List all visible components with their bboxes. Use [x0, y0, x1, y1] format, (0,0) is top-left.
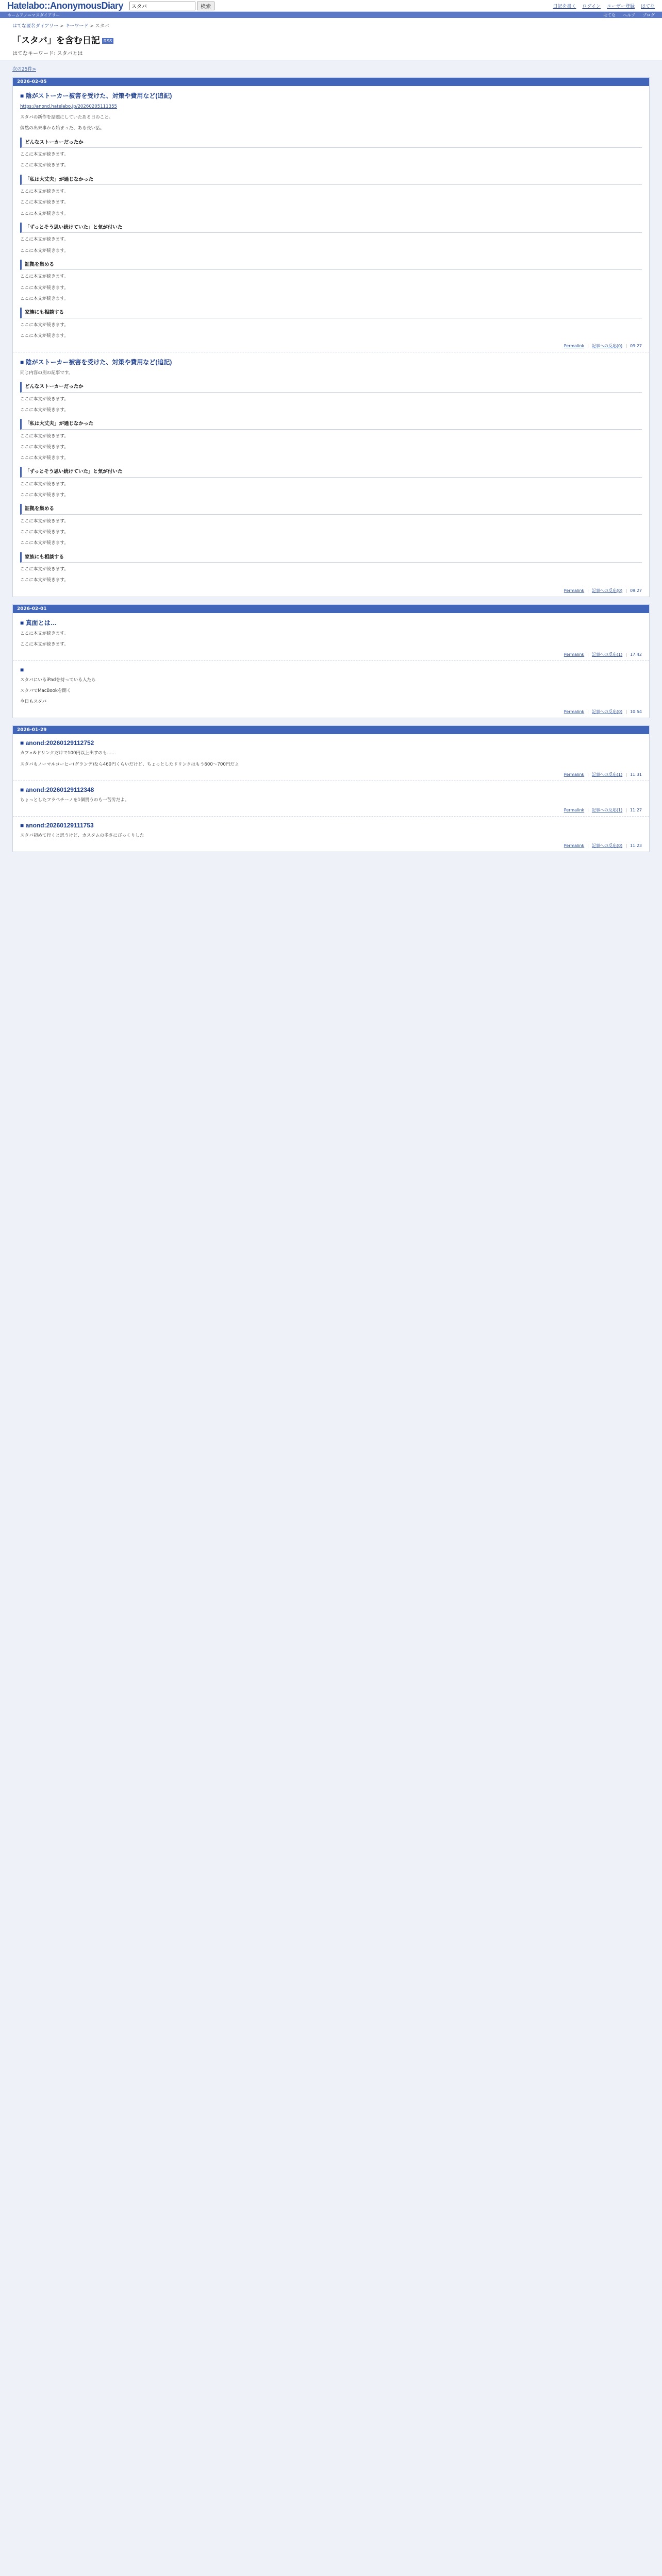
permalink-link[interactable]: Permalink [564, 807, 585, 812]
permalink-link[interactable]: Permalink [564, 843, 585, 849]
entry-time: 09:27 [630, 588, 642, 593]
separator: | [587, 652, 589, 657]
permalink-link[interactable]: Permalink [564, 772, 585, 777]
day-block [12, 604, 650, 719]
separator: | [587, 807, 589, 812]
subbar-link-help[interactable]: ヘルプ [623, 12, 635, 18]
reactions-link[interactable]: 記事への反応(1) [591, 807, 623, 812]
entry-body [20, 103, 642, 340]
entry-time: 09:27 [630, 343, 642, 348]
top-link-register[interactable]: ユーザー登録 [606, 4, 635, 9]
diary-entry [13, 613, 649, 661]
entry-paragraph: ここに本文が続きます。 [20, 189, 69, 195]
entry-paragraph: 同じ内容の別の記事です。 [20, 370, 73, 376]
day-date[interactable]: 2026-01-29 [13, 726, 649, 734]
entry-title-link[interactable]: ■ anond:20260129111753 [20, 821, 94, 829]
entry-title-link[interactable]: ■ anond:20260129112752 [20, 739, 94, 747]
permalink-link[interactable]: Permalink [564, 588, 585, 593]
entry-paragraph: スタバ初めて行くと思うけど、カスタムの多さにびっくりした [20, 833, 144, 838]
entry-title [20, 739, 642, 747]
entry-paragraph: ここに本文が続きます。 [20, 152, 69, 158]
entry-paragraph: スタバでMacBookを開く [20, 688, 71, 694]
diary-entry [13, 781, 649, 817]
entry-subheading: 「私は大丈夫」が通じなかった [20, 419, 642, 430]
diary-entry [13, 817, 649, 852]
entry-paragraph: 今日もスタバ [20, 699, 47, 705]
entry-paragraph: カフェ&ドリンクだけで100円以上出すのも…… [20, 751, 116, 756]
entry-title [20, 786, 642, 793]
entry-paragraph: ここに本文が続きます。 [20, 540, 69, 546]
entry-paragraph: ここに本文が続きます。 [20, 237, 69, 243]
entry-title [20, 91, 642, 100]
diary-entry [13, 352, 649, 597]
breadcrumb-separator: > [88, 24, 95, 29]
diary-entry [13, 661, 649, 718]
entry-paragraph: ここに本文が続きます。 [20, 444, 69, 450]
entry-url-link[interactable]: https://anond.hatelabo.jp/20260205111355 [20, 104, 118, 109]
entry-title [20, 822, 642, 829]
entry-paragraph: ここに本文が続きます。 [20, 481, 69, 487]
entry-title [20, 358, 642, 366]
page-title-text: 「スタバ」を含む日記 [12, 36, 100, 45]
day-block [12, 77, 650, 597]
entry-paragraph: ここに本文が続きます。 [20, 455, 69, 461]
entry-title-link[interactable]: ■ anond:20260129112348 [20, 786, 94, 793]
entry-title-link[interactable]: ■ 真面とは… [20, 619, 57, 626]
entry-body [20, 630, 642, 648]
entry-paragraph: ここに本文が続きます。 [20, 322, 69, 328]
entry-subheading: 「ずっとそう思い続けていた」と気が付いた [20, 223, 642, 233]
sub-bar [0, 12, 662, 18]
entry-subheading: どんなストーカーだったか [20, 382, 642, 393]
subbar-home-link[interactable]: ホームアノニマスダイアリー [7, 12, 60, 18]
day-date[interactable]: 2026-02-01 [13, 605, 649, 613]
entry-paragraph: ここに本文が続きます。 [20, 407, 69, 413]
top-link-hatena[interactable]: はてな [640, 4, 655, 9]
entry-title-link[interactable]: ■ 陰がストーカー被害を受けた、対策や費用など(追記) [20, 92, 172, 99]
entry-footer [20, 652, 642, 657]
entry-subheading: 証拠を集める [20, 260, 642, 270]
day-list [0, 77, 662, 852]
entry-body [20, 676, 642, 706]
entry-time: 10:54 [630, 709, 642, 715]
entry-footer [20, 772, 642, 777]
entry-footer [20, 843, 642, 849]
permalink-link[interactable]: Permalink [564, 652, 585, 657]
top-links [553, 3, 655, 9]
entry-paragraph: ここに本文が続きます。 [20, 163, 69, 168]
entry-subheading: 「私は大丈夫」が通じなかった [20, 175, 642, 185]
page-title [12, 33, 650, 46]
rss-badge[interactable]: RSS [102, 38, 113, 44]
entry-paragraph: ここに本文が続きます。 [20, 641, 69, 647]
diary-entry [13, 734, 649, 781]
separator: | [625, 709, 627, 715]
entry-time: 11:27 [630, 807, 642, 812]
breadcrumb-current: スタバ [95, 24, 109, 29]
entry-paragraph: ここに本文が続きます。 [20, 493, 69, 498]
entry-paragraph: ここに本文が続きます。 [20, 296, 69, 301]
reactions-link[interactable]: 記事への反応(0) [591, 343, 623, 348]
entry-paragraph: ここに本文が続きます。 [20, 567, 69, 572]
page-header [0, 18, 662, 60]
entry-footer [20, 343, 642, 349]
separator: | [625, 343, 627, 348]
keyword-label: はてなキーワード: [12, 51, 56, 57]
entry-subheading: 家族にも相談する [20, 552, 642, 563]
entry-subheading: どんなストーカーだったか [20, 138, 642, 148]
entry-title [20, 666, 642, 673]
entry-body [20, 796, 642, 804]
entry-paragraph: ここに本文が続きます。 [20, 519, 69, 524]
entry-body [20, 750, 642, 768]
entry-paragraph: ここに本文が続きます。 [20, 578, 69, 583]
entry-footer [20, 709, 642, 715]
entry-subheading: 家族にも相談する [20, 308, 642, 318]
reactions-link[interactable]: 記事への反応(0) [591, 843, 623, 849]
search-form [129, 2, 214, 10]
top-link-login[interactable]: ログイン [582, 4, 601, 9]
permalink-link[interactable]: Permalink [564, 709, 585, 715]
separator: | [587, 588, 589, 593]
keyword-value[interactable]: スタバとは [57, 51, 83, 57]
breadcrumb-keyword[interactable]: キーワード [65, 24, 89, 29]
search-input[interactable] [129, 2, 195, 10]
separator: | [587, 709, 589, 715]
top-link-write[interactable]: 日記を書く [553, 4, 576, 9]
entry-paragraph: ここに本文が続きます。 [20, 200, 69, 206]
entry-paragraph: ここに本文が続きます。 [20, 530, 69, 535]
entry-time: 17:42 [630, 652, 642, 657]
breadcrumb-separator: > [58, 24, 65, 29]
separator: | [587, 772, 589, 777]
entry-title [20, 618, 642, 627]
reactions-link[interactable]: 記事への反応(0) [591, 588, 623, 593]
diary-entry [13, 86, 649, 352]
entry-paragraph: ここに本文が続きます。 [20, 274, 69, 280]
entry-title-link[interactable]: ■ 陰がストーカー被害を受けた、対策や費用など(追記) [20, 358, 172, 366]
entry-paragraph: ここに本文が続きます。 [20, 631, 69, 636]
entry-title-link[interactable]: ■ [20, 666, 24, 673]
entry-footer [20, 807, 642, 813]
day-date[interactable]: 2026-02-05 [13, 78, 649, 86]
entry-paragraph: ここに本文が続きます。 [20, 333, 69, 338]
top-bar [0, 0, 662, 12]
entry-paragraph: 偶然の出来事から始まった、ある長い話。 [20, 126, 105, 131]
entry-paragraph: スタバの新作を話題にしていたある日のこと。 [20, 115, 113, 121]
subbar-link-hatena[interactable]: はてな [603, 12, 616, 18]
entry-subheading: 「ずっとそう思い続けていた」と気が付いた [20, 467, 642, 478]
entry-paragraph: ここに本文が続きます。 [20, 248, 69, 253]
separator: | [625, 843, 627, 849]
separator: | [625, 772, 627, 777]
reactions-link[interactable]: 記事への反応(1) [591, 772, 623, 777]
entry-paragraph: ちょっとしたフラペチーノを1個買うのも一苦労だよ。 [20, 797, 129, 803]
reactions-link[interactable]: 記事への反応(1) [591, 652, 623, 657]
separator: | [587, 343, 589, 348]
separator: | [587, 843, 589, 849]
separator: | [625, 807, 627, 812]
breadcrumb [12, 22, 650, 29]
entry-footer [20, 588, 642, 594]
entry-paragraph: スタバにいるiPadを持っている人たち [20, 677, 96, 683]
search-button[interactable]: 検索 [197, 2, 214, 10]
entry-paragraph: ここに本文が続きます。 [20, 285, 69, 291]
keyword-line [12, 49, 650, 57]
entry-time: 11:23 [630, 843, 642, 849]
day-block [12, 725, 650, 852]
entry-time: 11:31 [630, 772, 642, 777]
entry-paragraph: ここに本文が続きます。 [20, 396, 69, 402]
permalink-link[interactable]: Permalink [564, 343, 585, 348]
reactions-link[interactable]: 記事への反応(0) [591, 709, 623, 715]
entry-body [20, 832, 642, 839]
entry-paragraph: ここに本文が続きます。 [20, 211, 69, 216]
subbar-link-blog[interactable]: ブログ [642, 12, 655, 18]
separator: | [625, 652, 627, 657]
entry-body [20, 369, 642, 584]
pager-next[interactable]: 次の25件> [12, 67, 36, 72]
entry-paragraph: ここに本文が続きます。 [20, 433, 69, 439]
entry-paragraph: スタバもノーマルコーヒー(グランデ)なら460円くらいだけど、ちょっとしたドリンクはもう600〜700円だよ [20, 761, 239, 767]
site-logo[interactable]: Hatelabo::AnonymousDiary [7, 0, 124, 11]
separator: | [625, 588, 627, 593]
breadcrumb-home[interactable]: はてな匿名ダイアリー [12, 24, 59, 29]
entry-subheading: 証拠を集める [20, 504, 642, 515]
